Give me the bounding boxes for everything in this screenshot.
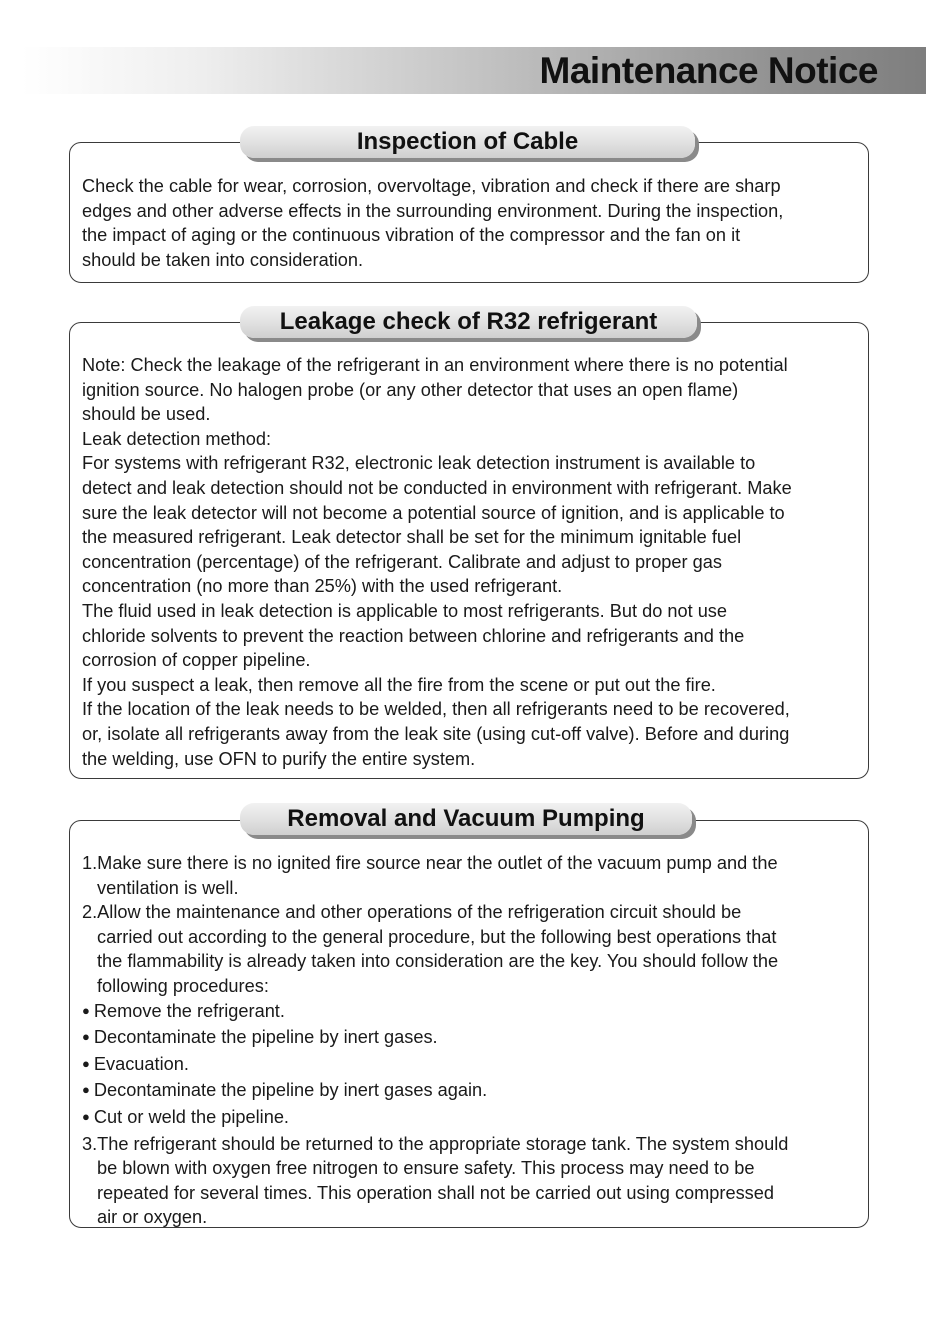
text-line: the measured refrigerant. Leak detector shall be set for the minimum ignitable fuel xyxy=(82,527,742,548)
list-item: 2.Allow the maintenance and other operations of the refrigeration circuit should be xyxy=(82,902,742,923)
text-line: the impact of aging or the continuous vibration of the compressor and the fan on it xyxy=(82,225,741,246)
text-line: should be taken into consideration. xyxy=(82,249,364,270)
page-title: Maintenance Notice xyxy=(539,50,878,91)
header-band xyxy=(22,47,926,94)
text-line: If the location of the leak needs to be welded, then all refrigerants need to be recovered, xyxy=(82,699,790,720)
section-title-removal: Removal and Vacuum Pumping xyxy=(240,803,692,835)
list-item-continuation: ventilation is well. xyxy=(97,877,239,898)
text-line: For systems with refrigerant R32, electronic leak detection instrument is available to xyxy=(82,453,756,474)
text-line: concentration (no more than 25%) with the used refrigerant. xyxy=(82,576,563,597)
section-title-leakage: Leakage check of R32 refrigerant xyxy=(240,306,697,338)
text-line: Check the cable for wear, corrosion, overvoltage, vibration and check if there are sharp xyxy=(82,176,781,196)
text-line: edges and other adverse effects in the surrounding environment. During the inspection, xyxy=(82,200,784,221)
list-item-continuation: following procedures: xyxy=(97,975,269,996)
section-inspection-text xyxy=(82,174,872,272)
text-line: sure the leak detector will not become a potential source of ignition, and is applicable to xyxy=(82,502,785,523)
section-title-inspection: Inspection of Cable xyxy=(240,126,695,158)
bullet-item: ● Decontaminate the pipeline by inert gases again. xyxy=(82,1078,872,1105)
text-line: Leak detection method: xyxy=(82,428,272,449)
section-leakage-text xyxy=(82,353,872,771)
text-line: chloride solvents to prevent the reaction between chlorine and refrigerants and the xyxy=(82,625,745,646)
text-line: corrosion of copper pipeline. xyxy=(82,650,311,671)
text-line: should be used. xyxy=(82,404,211,425)
list-item: 3.The refrigerant should be returned to the appropriate storage tank. The system should xyxy=(82,1133,789,1154)
text-line: the welding, use OFN to purify the entire system. xyxy=(82,748,476,769)
list-item-continuation: air or oxygen. xyxy=(97,1207,208,1228)
list-item-continuation: carried out according to the general procedure, but the following best operations that xyxy=(97,926,777,947)
list-item-continuation: be blown with oxygen free nitrogen to ensure safety. This process may need to be xyxy=(97,1158,755,1179)
bullet-item: ● Decontaminate the pipeline by inert gases. xyxy=(82,1025,872,1052)
text-line: The fluid used in leak detection is applicable to most refrigerants. But do not use xyxy=(82,600,728,621)
text-line: or, isolate all refrigerants away from the leak site (using cut-off valve). Before and during xyxy=(82,723,790,744)
text-line: detect and leak detection should not be conducted in environment with refrigerant. Make xyxy=(82,477,792,498)
text-line: ignition source. No halogen probe (or any other detector that uses an open flame) xyxy=(82,379,739,400)
list-item-continuation: repeated for several times. This operation shall not be carried out using compressed xyxy=(97,1182,775,1203)
text-line: If you suspect a leak, then remove all the fire from the scene or put out the fire. xyxy=(82,674,716,695)
bullet-item: ● Evacuation. xyxy=(82,1052,872,1079)
list-item-continuation: the flammability is already taken into consideration are the key. You should follow the xyxy=(97,951,779,972)
section-removal-text xyxy=(82,851,872,1230)
bullet-item: ● Remove the refrigerant. xyxy=(82,999,872,1026)
text-line: concentration (percentage) of the refrigerant. Calibrate and adjust to proper gas xyxy=(82,551,722,572)
text-line: Note: Check the leakage of the refrigerant in an environment where there is no potential xyxy=(82,355,788,375)
bullet-item: ● Cut or weld the pipeline. xyxy=(82,1105,872,1132)
list-item: 1.Make sure there is no ignited fire source near the outlet of the vacuum pump and the xyxy=(82,853,778,873)
